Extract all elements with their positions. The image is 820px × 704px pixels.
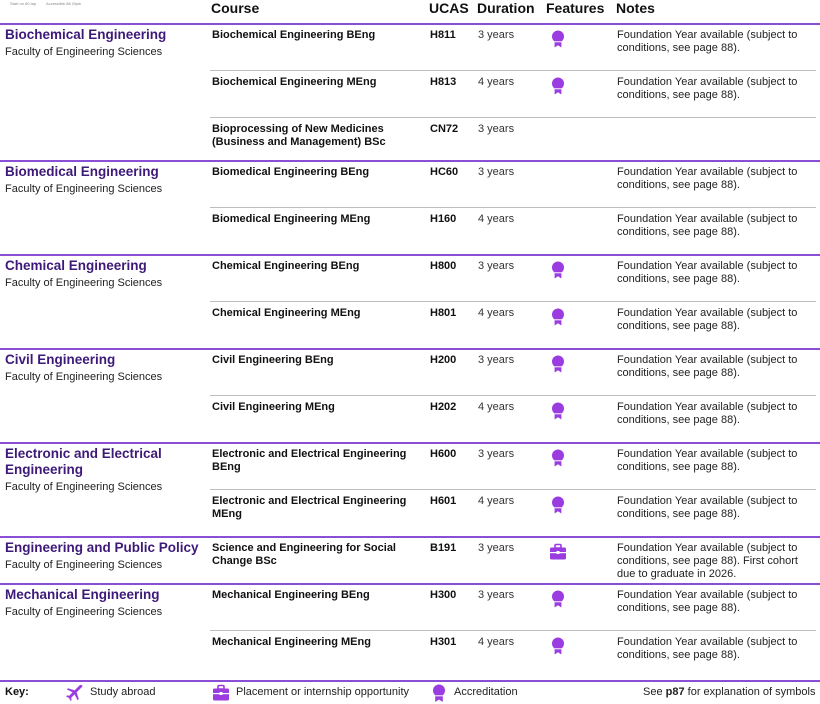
- plane-icon: [65, 683, 85, 703]
- group-divider: [0, 348, 820, 350]
- accreditation-icon: [548, 495, 568, 515]
- ucas-code: H601: [430, 495, 457, 507]
- course-duration: 4 years: [478, 76, 515, 88]
- course-duration: 3 years: [478, 260, 515, 272]
- key-placement: Placement or internship opportunity: [236, 686, 410, 698]
- key-study-abroad: Study abroad: [90, 686, 156, 698]
- course-notes: Foundation Year available (subject to conditions, see page 88).: [617, 636, 798, 661]
- header-duration: Duration: [477, 0, 535, 16]
- row-divider: [210, 489, 816, 490]
- group-divider: [0, 23, 820, 25]
- subject-name: Engineering and Public Policy: [5, 540, 199, 555]
- top-tag: Start on 80 lap: [10, 1, 37, 6]
- top-tag: Accessible 88 Gtyle: [46, 1, 82, 6]
- ucas-code: HC60: [430, 166, 459, 178]
- accreditation-icon: [548, 354, 568, 374]
- course-notes: Foundation Year available (subject to conditions, see page 88).: [617, 448, 798, 473]
- course-name: Biochemical Engineering BEng: [212, 29, 376, 41]
- course-notes: Foundation Year available (subject to conditions, see page 88).: [617, 354, 798, 379]
- header-notes: Notes: [616, 0, 655, 16]
- course-notes: Foundation Year available (subject to conditions, see page 88).: [617, 213, 798, 238]
- key-see-note: See p87 for explanation of symbols: [643, 686, 816, 698]
- group-divider: [0, 254, 820, 256]
- placement-icon: [548, 542, 568, 562]
- faculty-name: Faculty of Engineering Sciences: [5, 559, 163, 571]
- course-notes: Foundation Year available (subject to conditions, see page 88).: [617, 589, 798, 614]
- course-duration: 3 years: [478, 29, 515, 41]
- faculty-name: Faculty of Engineering Sciences: [5, 481, 163, 493]
- course-duration: 4 years: [478, 636, 515, 648]
- key-divider: [0, 680, 820, 682]
- course-notes: Foundation Year available (subject to conditions, see page 88).: [617, 495, 798, 520]
- subject-name: Mechanical Engineering: [5, 587, 160, 602]
- course-notes: Foundation Year available (subject to conditions, see page 88).: [617, 260, 798, 285]
- row-divider: [210, 395, 816, 396]
- course-duration: 3 years: [478, 589, 515, 601]
- header-course: Course: [211, 0, 260, 16]
- header-features: Features: [546, 0, 605, 16]
- course-name: Electronic and Electrical Engineering BEng: [212, 448, 407, 473]
- course-name: Bioprocessing of New Medicines (Business and Management) BSc: [212, 123, 386, 148]
- award-ribbon-icon: [429, 683, 449, 703]
- subject-name: Biochemical Engineering: [5, 27, 167, 42]
- course-name: Biochemical Engineering MEng: [212, 76, 377, 88]
- key-accreditation: Accreditation: [454, 686, 518, 698]
- accreditation-icon: [548, 260, 568, 280]
- course-name: Chemical Engineering BEng: [212, 260, 360, 272]
- accreditation-icon: [548, 448, 568, 468]
- subject-name: Civil Engineering: [5, 352, 116, 367]
- faculty-name: Faculty of Engineering Sciences: [5, 371, 163, 383]
- ucas-code: B191: [430, 542, 457, 554]
- subject-name: Electronic and Electrical Engineering: [5, 446, 162, 477]
- course-duration: 4 years: [478, 307, 515, 319]
- accreditation-icon: [548, 589, 568, 609]
- subject-name: Chemical Engineering: [5, 258, 147, 273]
- course-notes: Foundation Year available (subject to conditions, see page 88). First cohort due to graduate in 2026.: [617, 542, 798, 580]
- top-tags: [10, 1, 81, 6]
- course-notes: Foundation Year available (subject to conditions, see page 88).: [617, 401, 798, 426]
- accreditation-icon: [548, 401, 568, 421]
- briefcase-icon: [211, 683, 231, 703]
- course-duration: 4 years: [478, 401, 515, 413]
- ucas-code: H813: [430, 76, 457, 88]
- course-notes: Foundation Year available (subject to conditions, see page 88).: [617, 166, 798, 191]
- course-duration: 3 years: [478, 123, 515, 135]
- course-duration: 3 years: [478, 166, 515, 178]
- accreditation-icon: [548, 307, 568, 327]
- ucas-code: H800: [430, 260, 457, 272]
- course-notes: Foundation Year available (subject to conditions, see page 88).: [617, 76, 798, 101]
- course-notes: Foundation Year available (subject to conditions, see page 88).: [617, 307, 798, 332]
- faculty-name: Faculty of Engineering Sciences: [5, 606, 163, 618]
- course-name: Electronic and Electrical Engineering MEng: [212, 495, 407, 520]
- accreditation-icon: [548, 636, 568, 656]
- row-divider: [210, 117, 816, 118]
- course-name: Mechanical Engineering MEng: [212, 636, 371, 648]
- course-name: Biomedical Engineering BEng: [212, 166, 370, 178]
- subject-name: Biomedical Engineering: [5, 164, 159, 179]
- faculty-name: Faculty of Engineering Sciences: [5, 277, 163, 289]
- accreditation-icon: [548, 29, 568, 49]
- course-name: Civil Engineering MEng: [212, 401, 335, 413]
- ucas-code: H200: [430, 354, 457, 366]
- header-ucas: UCAS: [429, 0, 469, 16]
- ucas-code: H160: [430, 213, 457, 225]
- group-divider: [0, 442, 820, 444]
- ucas-code: H801: [430, 307, 457, 319]
- ucas-code: H811: [430, 29, 456, 41]
- course-duration: 3 years: [478, 354, 515, 366]
- ucas-code: H300: [430, 589, 457, 601]
- group-divider: [0, 536, 820, 538]
- course-duration: 3 years: [478, 448, 515, 460]
- ucas-code: CN72: [430, 123, 459, 135]
- row-divider: [210, 70, 816, 71]
- see-page-ref: p87: [665, 686, 685, 698]
- key-title: Key:: [5, 686, 29, 698]
- course-name: Science and Engineering for Social Change BSc: [212, 542, 396, 567]
- course-duration: 3 years: [478, 542, 515, 554]
- course-name: Mechanical Engineering BEng: [212, 589, 370, 601]
- faculty-name: Faculty of Engineering Sciences: [5, 183, 163, 195]
- row-divider: [210, 207, 816, 208]
- ucas-code: H301: [430, 636, 457, 648]
- ucas-code: H202: [430, 401, 457, 413]
- course-duration: 4 years: [478, 213, 515, 225]
- course-name: Biomedical Engineering MEng: [212, 213, 371, 225]
- accreditation-icon: [548, 76, 568, 96]
- row-divider: [210, 301, 816, 302]
- faculty-name: Faculty of Engineering Sciences: [5, 46, 163, 58]
- group-divider: [0, 160, 820, 162]
- row-divider: [210, 630, 816, 631]
- group-divider: [0, 583, 820, 585]
- course-duration: 4 years: [478, 495, 515, 507]
- ucas-code: H600: [430, 448, 457, 460]
- course-name: Chemical Engineering MEng: [212, 307, 361, 319]
- course-name: Civil Engineering BEng: [212, 354, 334, 366]
- course-notes: Foundation Year available (subject to conditions, see page 88).: [617, 29, 798, 54]
